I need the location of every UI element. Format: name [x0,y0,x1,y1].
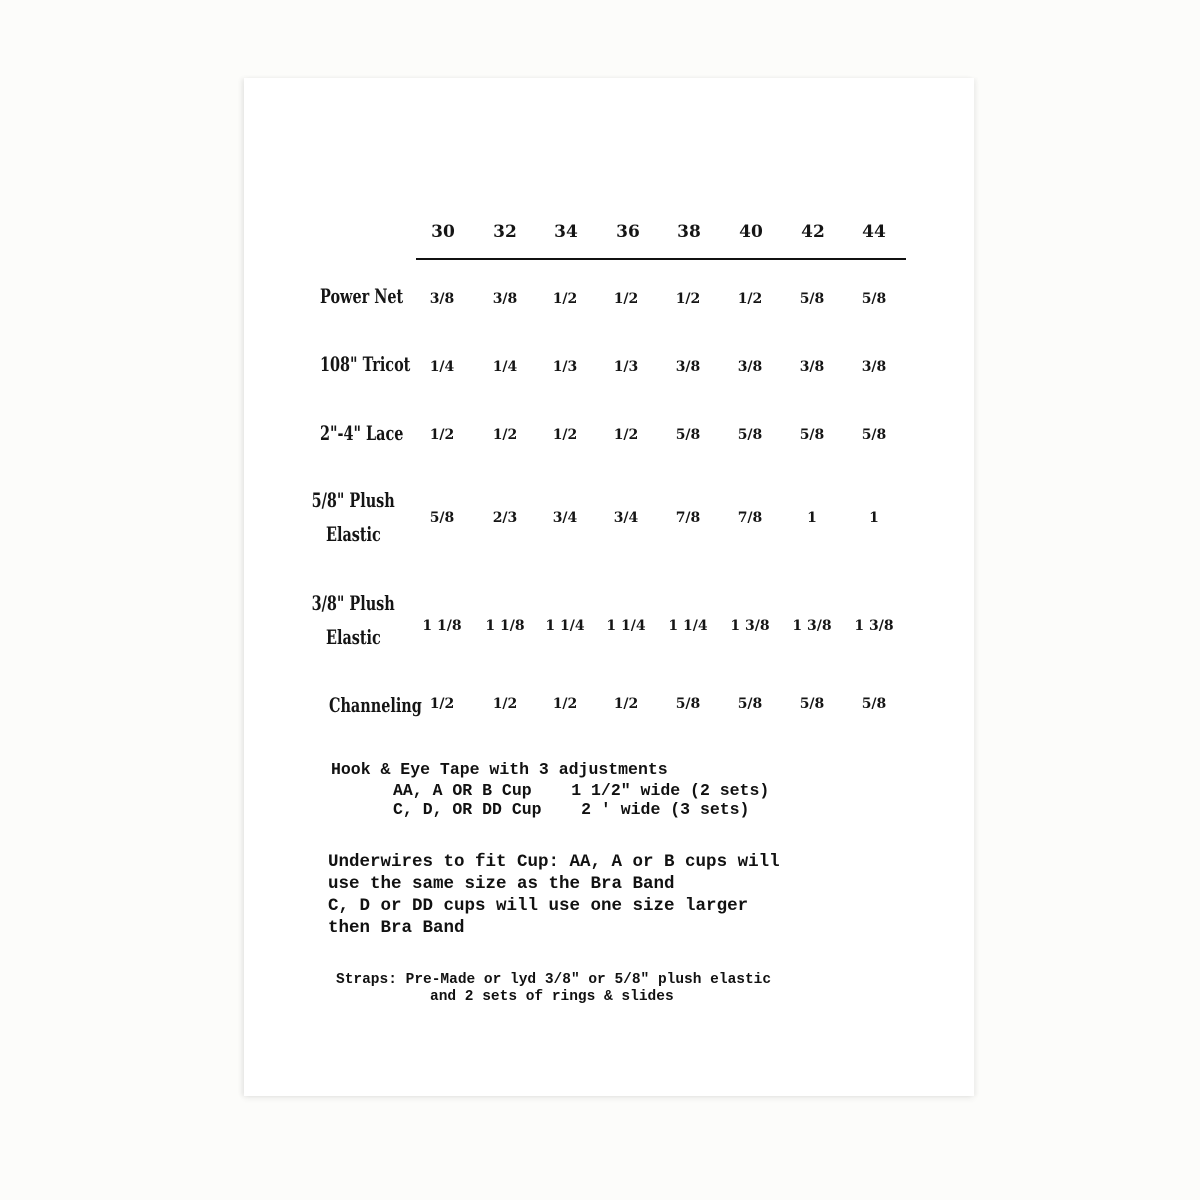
row-label [320,279,404,313]
table-cell: 1/2 [552,696,578,712]
underwires-line-1: Underwires to fit Cup: AA, A or B cups will [328,852,780,872]
table-cell: 1 [869,510,879,526]
table-cell: 1 1/4 [606,618,646,634]
table-cell: 1/2 [613,291,639,307]
size-header-36: 36 [616,222,640,242]
straps-line-2: and 2 sets of rings & slides [430,989,674,1005]
table-cell: 5/8 [429,510,455,526]
table-cell: 1 3/8 [854,618,894,634]
table-cell: 1/2 [675,291,701,307]
row-label-line: Elastic [326,522,381,546]
table-cell: 5/8 [861,427,887,443]
table-cell: 5/8 [799,427,825,443]
row-label-line: 3/8" Plush [311,591,395,615]
table-cell: 2/3 [492,510,518,526]
row-label-line: 2"-4" Lace [320,421,404,445]
table-cell: 1 3/8 [792,618,832,634]
table-cell: 1 1/8 [422,618,462,634]
table-cell: 7/8 [675,510,701,526]
table-cell: 1 1/8 [485,618,525,634]
table-cell: 5/8 [675,427,701,443]
row-label-line: Elastic [326,625,381,649]
table-cell: 1/2 [429,427,455,443]
row-label [311,586,405,654]
hook-eye-title: Hook & Eye Tape with 3 adjustments [331,760,668,779]
table-cell: 5/8 [737,427,763,443]
table-cell: 1 [807,510,817,526]
table-cell: 3/8 [429,291,455,307]
header-rule [416,258,906,260]
table-cell: 1/2 [737,291,763,307]
size-header-40: 40 [739,222,763,242]
row-label-line: 108" Tricot [320,352,411,376]
row-label-line: Power Net [320,284,404,308]
table-cell: 5/8 [861,696,887,712]
row-label [311,483,405,551]
size-header-44: 44 [862,222,886,242]
table-cell: 3/4 [552,510,578,526]
table-cell: 5/8 [799,696,825,712]
table-cell: 3/8 [675,359,701,375]
size-header-34: 34 [554,222,578,242]
table-cell: 1/3 [552,359,578,375]
table-cell: 7/8 [737,510,763,526]
table-cell: 5/8 [799,291,825,307]
row-label-line: 5/8" Plush [311,488,395,512]
table-cell: 1/2 [613,696,639,712]
table-cell: 1 1/4 [545,618,585,634]
size-header-32: 32 [493,222,517,242]
underwires-line-2: use the same size as the Bra Band [328,874,675,894]
underwires-line-3: C, D or DD cups will use one size larger [328,896,749,916]
table-cell: 3/8 [737,359,763,375]
straps-line-1: Straps: Pre-Made or lyd 3/8" or 5/8" plush elastic [336,972,772,988]
table-cell: 1 1/4 [668,618,708,634]
table-cell: 1/2 [492,427,518,443]
row-label [320,416,404,450]
row-label [320,347,411,381]
size-header-42: 42 [801,222,825,242]
table-cell: 3/8 [492,291,518,307]
table-cell: 1/2 [552,427,578,443]
table-cell: 1/4 [429,359,455,375]
table-cell: 1 3/8 [730,618,770,634]
table-cell: 3/8 [799,359,825,375]
underwires-line-4: then Bra Band [328,918,465,938]
table-cell: 1/3 [613,359,639,375]
hook-eye-line-1: AA, A OR B Cup 1 1/2" wide (2 sets) [393,781,770,800]
row-label-line: Channeling [329,693,422,717]
row-label [329,688,422,722]
table-cell: 5/8 [675,696,701,712]
table-cell: 1/2 [429,696,455,712]
size-header-38: 38 [677,222,701,242]
table-cell: 1/2 [613,427,639,443]
hook-eye-line-2: C, D, OR DD Cup 2 ' wide (3 sets) [393,800,750,819]
table-cell: 3/4 [613,510,639,526]
table-cell: 3/8 [861,359,887,375]
table-cell: 5/8 [861,291,887,307]
table-cell: 1/2 [552,291,578,307]
size-header-30: 30 [431,222,455,242]
table-cell: 1/2 [492,696,518,712]
table-cell: 5/8 [737,696,763,712]
table-cell: 1/4 [492,359,518,375]
